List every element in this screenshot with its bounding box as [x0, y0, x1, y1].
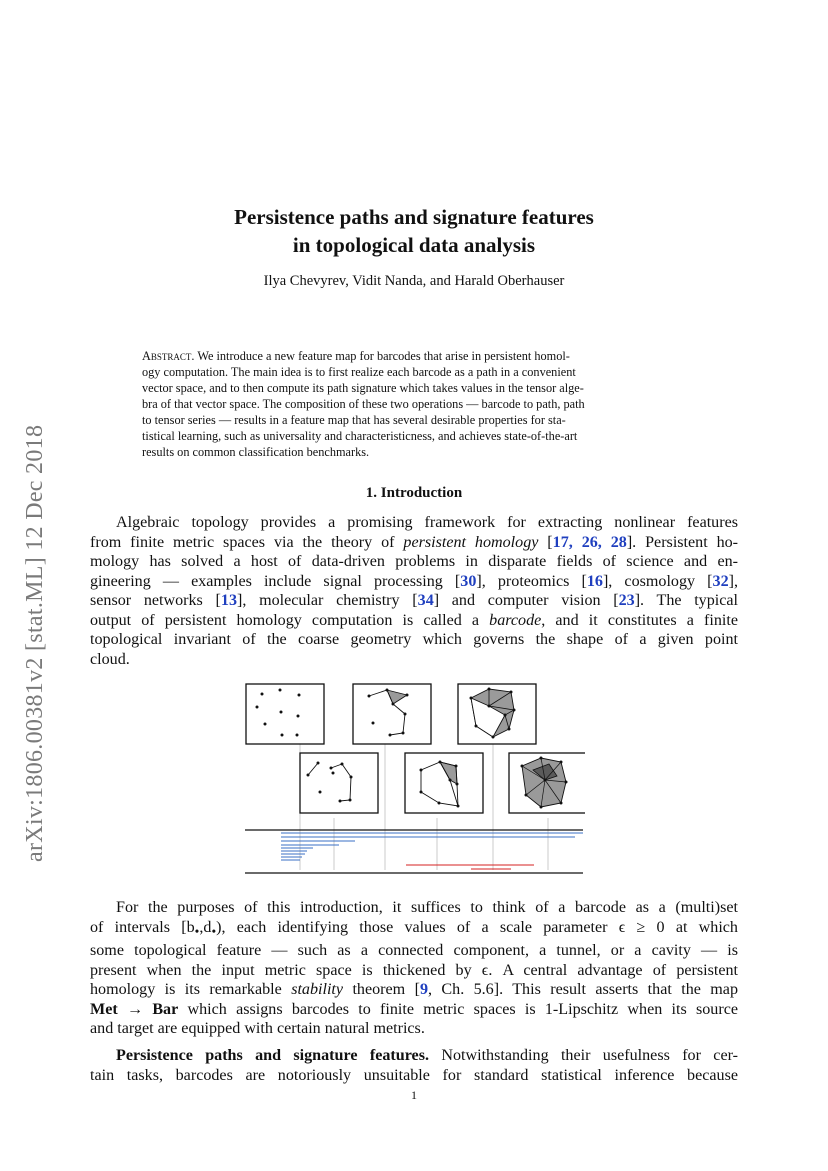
abstract-line: ogy computation. The main idea is to first realize each barcode as a path in a convenient — [142, 365, 576, 379]
abstract — [142, 348, 690, 460]
point-cloud-panel-4 — [300, 753, 378, 813]
point-cloud-panel-5 — [405, 753, 483, 813]
citation-link[interactable]: 26 — [581, 533, 598, 551]
citation-link[interactable]: 16 — [586, 572, 603, 590]
citation-link[interactable]: 13 — [220, 592, 237, 609]
intro-paragraph-2: For the purposes of this introduction, it suffices to think of a barcode as a (multi)set of intervals $[b_•,d_•)$, each identifying those values of a scale parameter ϵ ≥ 0 at which some topological feature — such as a connected component, a tunnel, or a cavity — is present when the input metric space is thickened by ϵ. A central advantage of persistent homology is its remarkable stability theorem [9, Ch. 5.6]. This result asserts that the map Met → Bar which assigns barcodes to finite metric spaces is 1-Lipschitz when its source and target are equipped with certain natural metrics. — [90, 899, 738, 1038]
point-cloud-panel-2 — [353, 684, 431, 744]
intro-paragraph-1: Algebraic topology provides a promising framework for extracting nonlinear features from finite metric spaces via the theory of persistent homology [17, 26, 28]. Persistent ho- mology has solved a host of data-driven problems in disparate fields of science and en- gineering — examples include signal processing [30], proteomics [16], cosmology [32], sensor networks [13], molecular chemistry [34] and computer vision [23]. The typical output of persistent homology computation is called a barcode, and it constitutes a finite topological invariant of the coarse geometry which governs the shape of a given point cloud. — [90, 514, 739, 668]
page-number: 1 — [411, 1088, 417, 1102]
barcode-h0 — [281, 833, 583, 860]
citation-link[interactable]: 34 — [417, 592, 434, 609]
abstract-line: Abstract. We introduce a new feature map for barcodes that arise in persistent homol- — [142, 349, 570, 363]
abstract-line: vector space, and to then compute its path signature which takes values in the tensor alge- — [142, 381, 584, 395]
point-cloud-panel-1 — [246, 684, 324, 744]
citation-link[interactable]: 30 — [460, 572, 477, 590]
abstract-line: tistical learning, such as universality and characteristicness, and achieves state-of-the-art — [142, 429, 578, 443]
citation-link[interactable]: 32 — [712, 572, 729, 590]
title-line-1: Persistence paths and signature features — [234, 205, 594, 229]
author-list: Ilya Chevyrev, Vidit Nanda, and Harald Oberhauser — [263, 273, 565, 289]
abstract-line: to tensor series — results in a feature map that has several desirable properties for sta- — [142, 413, 566, 427]
title-line-2: in topological data analysis — [292, 233, 536, 257]
paragraph-heading: Persistence paths and signature features. — [116, 1047, 429, 1064]
section-heading: 1. Introduction — [365, 485, 463, 501]
arxiv-identifier[interactable]: arXiv:1806.00381v2 [stat.ML] 12 Dec 2018 — [22, 424, 48, 862]
point-cloud-panel-6 — [509, 753, 585, 813]
citation-link[interactable]: 23 — [618, 592, 635, 609]
abstract-line: results on common classification benchmarks. — [142, 445, 370, 459]
barcode-h1 — [406, 865, 534, 869]
citation-link[interactable]: 28 — [610, 533, 627, 551]
point-cloud-panel-3 — [458, 684, 536, 744]
paper-title — [90, 203, 738, 259]
abstract-label: Abstract. — [142, 349, 195, 363]
persistence-figure — [243, 680, 585, 876]
citation-link[interactable]: 17 — [552, 533, 569, 551]
citation-link[interactable]: 9 — [419, 981, 428, 999]
abstract-line: bra of that vector space. The composition of these two operations — barcode to path, path — [142, 397, 585, 411]
intro-paragraph-3: Persistence paths and signature features. Notwithstanding their usefulness for cer- tain tasks, barcodes are notoriously unsuitable for standard statistical inference because — [90, 1047, 738, 1084]
